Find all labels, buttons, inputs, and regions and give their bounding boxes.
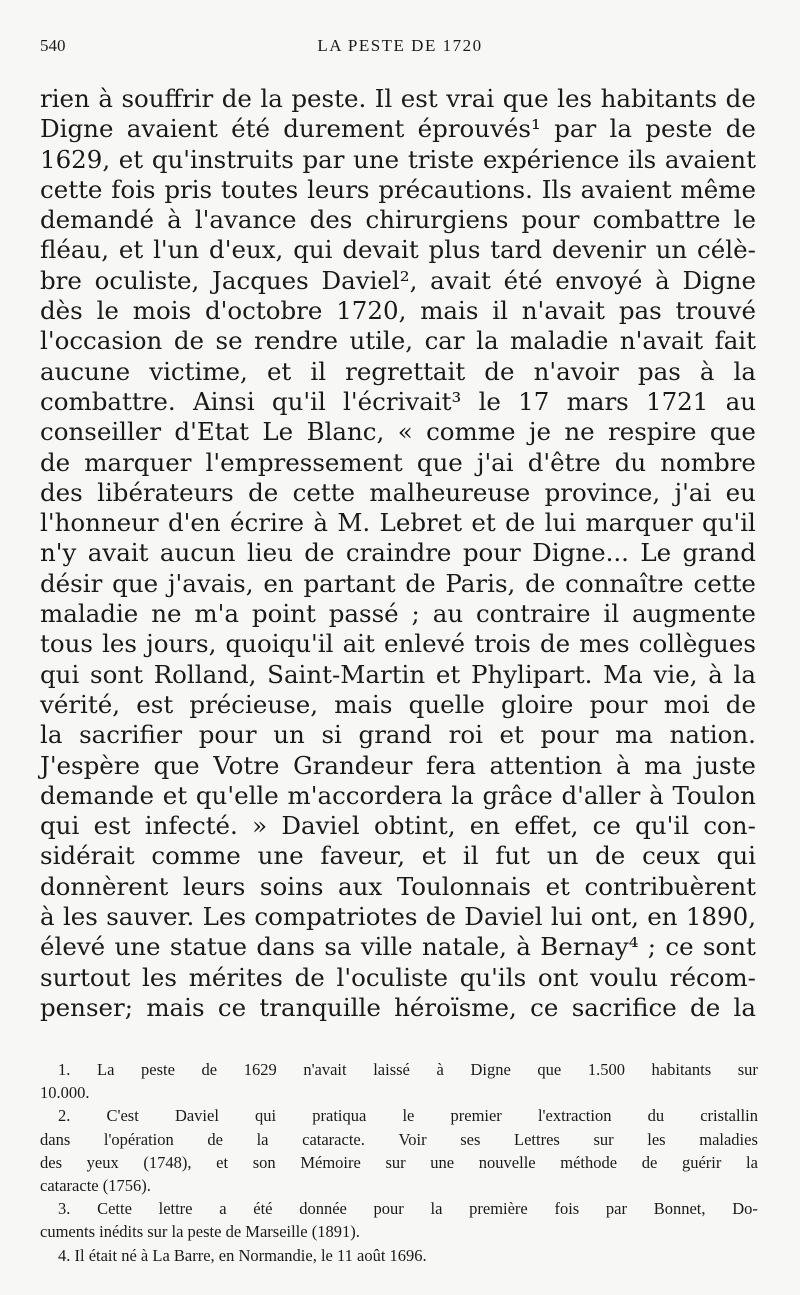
text-line: surtout les mérites de l'oculiste qu'ils ont voulu récom-	[40, 962, 756, 992]
text-line: sidérait comme une faveur, et il fut un de ceux qui	[40, 841, 756, 871]
text-line: la sacrifier pour un si grand roi et pour ma nation.	[40, 720, 756, 750]
footnote-line: 2. C'est Daviel qui pratiqua le premier l'extraction du cristallin	[58, 1106, 758, 1126]
text-line: 1629, et qu'instruits par une triste expérience ils avaient	[40, 144, 756, 174]
text-line: Digne avaient été durement éprouvés¹ par la peste de	[40, 114, 756, 144]
text-line: penser; mais ce tranquille héroïsme, ce sacrifice de la	[40, 992, 756, 1022]
running-title: LA PESTE DE 1720	[317, 36, 483, 55]
footnotes	[40, 1058, 758, 1267]
text-line: qui est infecté. » Daviel obtint, en effet, ce qu'il con-	[40, 811, 756, 841]
footnote-line: cataracte (1756).	[40, 1175, 151, 1195]
text-line: J'espère que Votre Grandeur fera attention à ma juste	[40, 750, 756, 780]
text-line: des libérateurs de cette malheureuse province, j'ai eu	[40, 477, 756, 507]
footnote-line: 1. La peste de 1629 n'avait laissé à Digne que 1.500 habitants sur	[58, 1060, 758, 1079]
text-line: fléau, et l'un d'eux, qui devait plus tard devenir un célè-	[40, 235, 756, 265]
page-number: 540	[40, 36, 66, 55]
footnote-line: cuments inédits sur la peste de Marseille (1891).	[40, 1222, 360, 1242]
footnote-line: 10.000.	[40, 1083, 90, 1103]
footnote-line: 4. Il était né à La Barre, en Normandie, le 11 août 1696.	[58, 1245, 427, 1265]
text-line: à les sauver. Les compatriotes de Daviel lui ont, en 1890,	[40, 902, 756, 932]
footnote-line: des yeux (1748), et son Mémoire sur une nouvelle méthode de guérir la	[40, 1152, 758, 1172]
text-line: vérité, est précieuse, mais quelle gloire pour moi de	[40, 689, 756, 719]
text-line: aucune victime, et il regrettait de n'avoir pas à la	[40, 356, 756, 386]
text-line: tous les jours, quoiqu'il ait enlevé trois de mes collègues	[40, 629, 756, 659]
text-line: conseiller d'Etat Le Blanc, « comme je ne respire que	[40, 417, 756, 447]
footnote-line: 3. Cette lettre a été donnée pour la première fois par Bonnet, Do-	[58, 1199, 758, 1219]
text-line: demande et qu'elle m'accordera la grâce d'aller à Toulon	[40, 780, 756, 810]
text-line: l'honneur d'en écrire à M. Lebret et de lui marquer qu'il	[40, 508, 756, 538]
text-line: l'occasion de se rendre utile, car la maladie n'avait fait	[40, 326, 756, 356]
text-line: cette fois pris toutes leurs précautions. Ils avaient même	[40, 174, 756, 204]
text-line: bre oculiste, Jacques Daviel², avait été envoyé à Digne	[40, 265, 756, 295]
text-line: maladie ne m'a point passé ; au contraire il augmente	[40, 599, 756, 629]
text-line: qui sont Rolland, Saint-Martin et Phylipart. Ma vie, à la	[40, 659, 756, 689]
footnote-line: dans l'opération de la cataracte. Voir ses Lettres sur les maladies	[40, 1129, 758, 1149]
text-line: combattre. Ainsi qu'il l'écrivait³ le 17 mars 1721 au	[40, 386, 756, 416]
main-text	[40, 84, 756, 1023]
text-line: dès le mois d'octobre 1720, mais il n'avait pas trouvé	[40, 296, 756, 326]
text-line: désir que j'avais, en partant de Paris, de connaître cette	[40, 568, 756, 598]
text-line: n'y avait aucun lieu de craindre pour Digne... Le grand	[40, 538, 756, 568]
text-line: élevé une statue dans sa ville natale, à Bernay⁴ ; ce sont	[40, 932, 756, 962]
text-line: rien à souffrir de la peste. Il est vrai que les habitants de	[40, 84, 756, 113]
text-line: de marquer l'empressement que j'ai d'être du nombre	[40, 447, 756, 477]
text-line: demandé à l'avance des chirurgiens pour combattre le	[40, 205, 756, 235]
page-header	[40, 36, 760, 66]
text-line: donnèrent leurs soins aux Toulonnais et contribuèrent	[40, 871, 756, 901]
